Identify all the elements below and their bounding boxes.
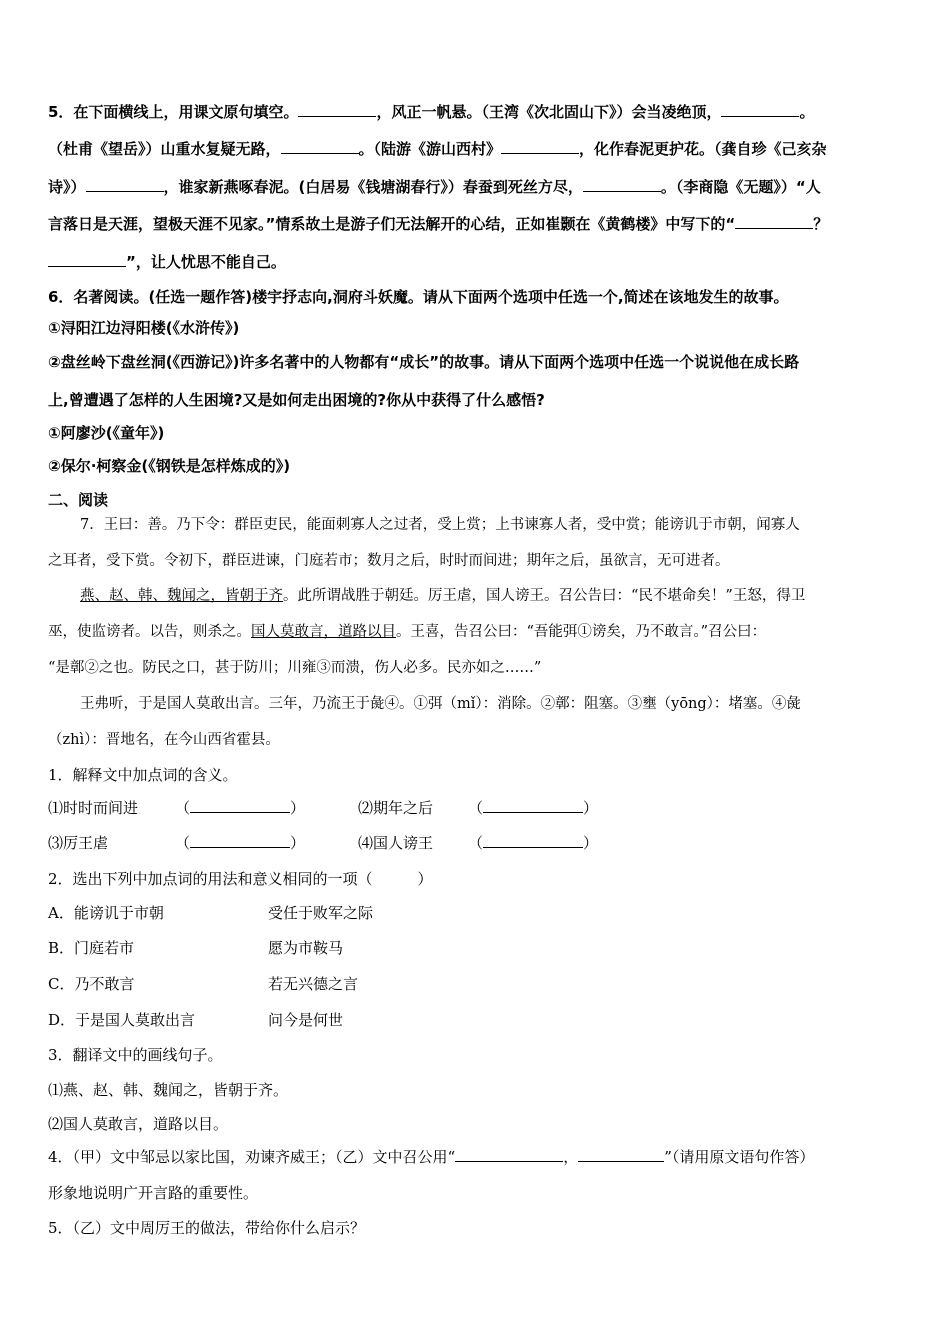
q5-line-2: （杜甫《望岳》）山重水复疑无路， 。（陆游《游山西村》 ，化作春泥更护花。（龚自珍《己亥杂 — [48, 140, 827, 158]
q6-option-3: ①阿廖沙(《童年》) — [48, 424, 165, 442]
q1-answer-1[interactable]: （ ） — [175, 799, 306, 817]
q3-item-2: ⑵国人莫敢言，道路以目。 — [48, 1115, 229, 1133]
passage-line-2: 之耳者，受下赏。令初下，群臣进谏，门庭若市；数月之后，时时而间进；期年之后，虽欲言，无可进者。 — [48, 553, 730, 569]
q6-line-4: 上,曾遭遇了怎样的人生困境?又是如何走出困境的?你从中获得了什么感悟? — [48, 391, 545, 409]
answer-blank[interactable] — [501, 139, 579, 154]
question-4-cont: 形象地说明广开言路的重要性。 — [48, 1184, 259, 1202]
answer-blank[interactable] — [48, 252, 126, 267]
answer-blank[interactable] — [735, 214, 813, 229]
q6-line-1: 6．名著阅读。(任选一题作答)楼宇抒志向,洞府斗妖魔。请从下面两个选项中任选一个,简述在该地发生的故事。 — [48, 288, 789, 306]
answer-blank[interactable] — [455, 1147, 563, 1162]
q2-option-d-left[interactable]: D．于是国人莫敢出言 — [48, 1011, 196, 1029]
q1-answer-4[interactable]: （ ） — [468, 834, 599, 852]
passage-line-7: （zhì）：晋地名，在今山西省霍县。 — [48, 732, 280, 748]
q1-item-3: ⑶厉王虐 — [48, 834, 109, 852]
q5-line-4: 言落日是天涯，望极天涯不见家。”情系故土是游子们无法解开的心结，正如崔颢在《黄鹤楼》中写下的“ ？ — [48, 215, 829, 233]
q2-option-c-right: 若无兴德之言 — [268, 975, 359, 993]
question-1: 1．解释文中加点词的含义。 — [48, 766, 238, 784]
q1-answer-2[interactable]: （ ） — [468, 799, 599, 817]
q6-option-1: ①浔阳江边浔阳楼(《水浒传》) — [48, 319, 240, 337]
q5-line-1: 5．在下面横线上，用课文原句填空。 ，风正一帆悬。（王湾《次北固山下》）会当凌绝顶， 。 — [48, 103, 815, 121]
q2-option-b-right: 愿为市鞍马 — [268, 939, 344, 957]
answer-blank[interactable] — [583, 177, 661, 192]
question-4: 4．（甲）文中邹忌以家比国，劝谏齐威王；（乙）文中召公用“ ， ”（请用原文语句作答） — [48, 1148, 815, 1166]
q1-item-2: ⑵期年之后 — [358, 799, 434, 817]
q6-line-3: ②盘丝岭下盘丝洞(《西游记》)许多名著中的人物都有“成长”的故事。请从下面两个选项中任选一个说说他在成长路 — [48, 353, 800, 371]
question-3: 3．翻译文中的画线句子。 — [48, 1046, 223, 1064]
q2-option-d-right: 问今是何世 — [268, 1011, 344, 1029]
q5-line-5: ”，让人忧思不能自己。 — [48, 252, 286, 272]
q2-option-c-left[interactable]: C．乃不敢言 — [48, 975, 135, 993]
q2-option-a-right: 受任于败军之际 — [268, 904, 374, 922]
question-5: 5．（乙）文中周厉王的做法，带给你什么启示？ — [48, 1219, 366, 1237]
q3-item-1: ⑴燕、赵、韩、魏闻之，皆朝于齐。 — [48, 1081, 289, 1099]
answer-blank[interactable] — [281, 139, 359, 154]
q1-answer-3[interactable]: （ ） — [175, 834, 306, 852]
answer-blank[interactable] — [86, 177, 164, 192]
underlined-sentence-2: 国人莫敢言，道路以目 — [251, 624, 396, 640]
q1-item-1: ⑴时时而间进 — [48, 799, 139, 817]
question-2: 2．选出下列中加点词的用法和意义相同的一项（ ） — [48, 870, 433, 888]
underlined-sentence-1: 燕、赵、韩、魏闻之，皆朝于齐 — [80, 588, 283, 604]
passage-line-5: “是鄣②之也。防民之口，甚于防川；川雍③而溃，伤人必多。民亦如之……” — [48, 660, 542, 676]
section-title: 二、阅读 — [48, 491, 109, 509]
q2-option-a-left[interactable]: A．能谤讥于市朝 — [48, 904, 164, 922]
passage-line-6: 王弗听，于是国人莫敢出言。三年，乃流王于彘④。①弭（mǐ）：消除。②鄣：阻塞。③壅（yōng）：堵塞。④彘 — [80, 696, 801, 712]
q5-line-3: 诗》） ，谁家新燕啄春泥。(白居易《钱塘湖春行》）春蚕到死丝方尽， 。（李商隐《无题》）“人 — [48, 178, 821, 196]
answer-blank[interactable] — [578, 1147, 664, 1162]
q2-option-b-left[interactable]: B．门庭若市 — [48, 939, 135, 957]
q6-option-4: ②保尔·柯察金(《钢铁是怎样炼成的》) — [48, 457, 291, 475]
passage-line-1: 7．王曰：善。乃下令：群臣吏民，能面刺寡人之过者，受上赏；上书谏寡人者，受中赏；能谤讥于市朝，闻寡人 — [80, 517, 800, 533]
answer-blank[interactable] — [721, 102, 799, 117]
answer-blank[interactable] — [298, 102, 376, 117]
passage-line-3: 燕、赵、韩、魏闻之，皆朝于齐。此所谓战胜于朝廷。厉王虐，国人谤王。召公告曰：“民不堪命矣！”王怒，得卫 — [80, 588, 806, 604]
passage-line-4: 巫，使监谤者。以告，则杀之。国人莫敢言，道路以目。王喜，告召公曰：“吾能弭①谤矣，乃不敢言。”召公曰： — [48, 624, 767, 640]
q1-item-4: ⑷国人谤王 — [358, 834, 434, 852]
